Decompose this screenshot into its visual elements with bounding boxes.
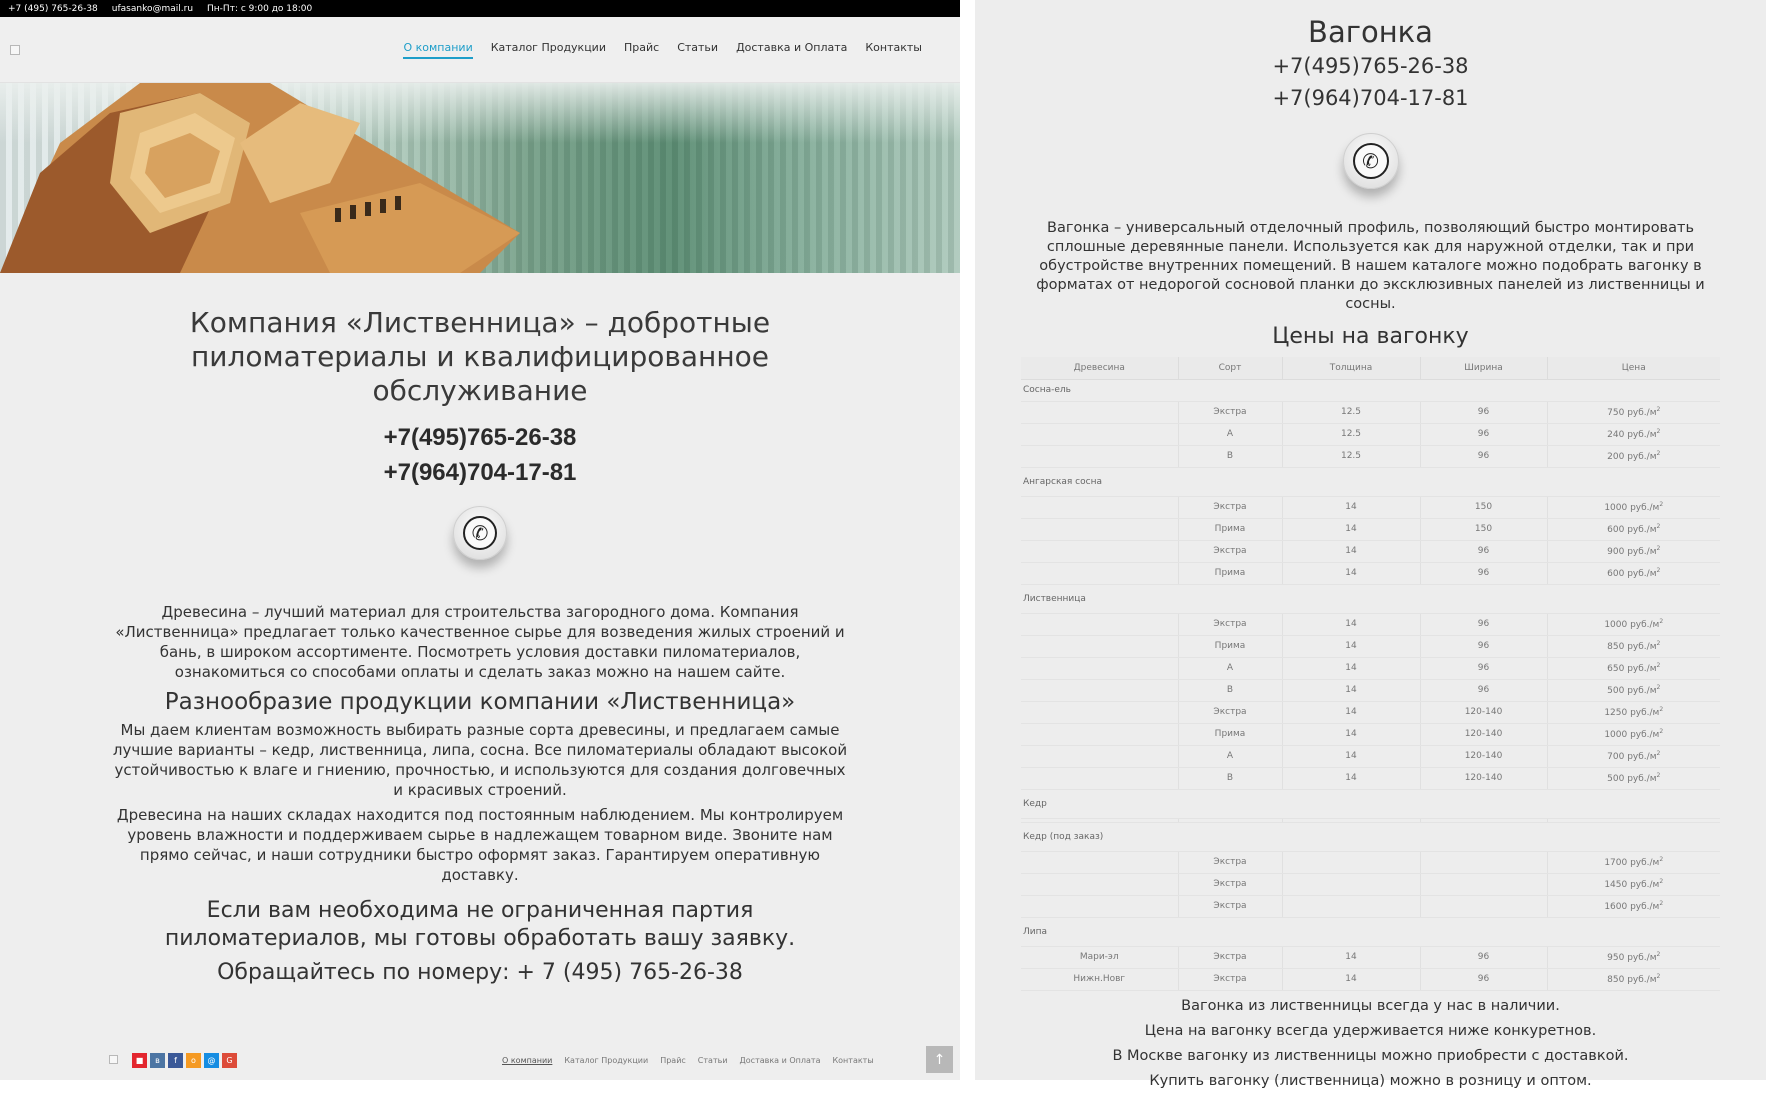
price-group-row bbox=[1021, 822, 1720, 851]
price-row bbox=[1021, 968, 1720, 990]
price-cell: 1600 $руб./м^2$ bbox=[1547, 895, 1720, 917]
intro-paragraph: Древесина – лучший материал для строительства загородного дома. Компания «Лиственница» предлагает только качественное сырье для возведения жилых строений и бань, в широком ассортименте. Посмотреть условия доставки пиломатериалов, ознакомиться со способами оплаты и сделать заказ можно на нашем сайте. bbox=[115, 603, 845, 681]
top-info-bar bbox=[0, 0, 960, 17]
price-group-name: Ангарская сосна bbox=[1021, 467, 1720, 496]
price-cell bbox=[1021, 635, 1178, 657]
price-cell: 14 bbox=[1282, 701, 1420, 723]
price-cell: 1250 $руб./м^2$ bbox=[1547, 701, 1720, 723]
price-cell: Экстра bbox=[1178, 851, 1282, 873]
price-cell: 14 bbox=[1282, 767, 1420, 789]
price-cell: Экстра bbox=[1178, 401, 1282, 423]
footer-link-articles[interactable]: Статьи bbox=[697, 1056, 728, 1065]
price-cell: Прима bbox=[1178, 518, 1282, 540]
price-cell: Экстра bbox=[1178, 946, 1282, 968]
price-cell: 14 bbox=[1282, 723, 1420, 745]
price-cell: 96 bbox=[1420, 613, 1547, 635]
facebook-icon[interactable]: f bbox=[168, 1053, 183, 1068]
bookmark-icon[interactable]: ■ bbox=[132, 1053, 147, 1068]
vagonka-phone-2[interactable]: +7(964)704-17-81 bbox=[1272, 86, 1469, 110]
col-header-price: Цена bbox=[1547, 357, 1720, 379]
price-cell bbox=[1021, 518, 1178, 540]
price-row bbox=[1021, 445, 1720, 467]
price-cell: 240 $руб./м^2$ bbox=[1547, 423, 1720, 445]
note-line: В Москве вагонку из лиственницы можно приобрести с доставкой. bbox=[1112, 1047, 1629, 1064]
price-cell: Экстра bbox=[1178, 701, 1282, 723]
price-cell: 150 bbox=[1420, 518, 1547, 540]
price-row bbox=[1021, 851, 1720, 873]
bulk-order-heading: Если вам необходима не ограниченная партия пиломатериалов, мы готовы обработать вашу заявку. bbox=[164, 898, 796, 951]
price-cell: 14 bbox=[1282, 968, 1420, 990]
price-cell: 96 bbox=[1420, 401, 1547, 423]
price-cell: 96 bbox=[1420, 635, 1547, 657]
price-cell bbox=[1021, 851, 1178, 873]
price-cell: 700 $руб./м^2$ bbox=[1547, 745, 1720, 767]
price-cell: 14 bbox=[1282, 518, 1420, 540]
main-content bbox=[0, 306, 960, 987]
price-cell: 14 bbox=[1282, 679, 1420, 701]
note-line: Вагонка из лиственницы всегда у нас в наличии. bbox=[1181, 997, 1560, 1014]
price-cell: 14 bbox=[1282, 657, 1420, 679]
price-cell: 12.5 bbox=[1282, 423, 1420, 445]
price-cell: А bbox=[1178, 745, 1282, 767]
odnoklassniki-icon[interactable]: о bbox=[186, 1053, 201, 1068]
price-cell: 850 $руб./м^2$ bbox=[1547, 635, 1720, 657]
price-row bbox=[1021, 613, 1720, 635]
price-cell: 650 $руб./м^2$ bbox=[1547, 657, 1720, 679]
footer-link-about[interactable]: О компании bbox=[502, 1056, 553, 1065]
price-row bbox=[1021, 518, 1720, 540]
price-group-row bbox=[1021, 584, 1720, 613]
price-cell: 14 bbox=[1282, 613, 1420, 635]
price-cell bbox=[1021, 562, 1178, 584]
products-heading: Разнообразие продукции компании «Лиственница» bbox=[164, 689, 796, 715]
storage-paragraph: Древесина на наших складах находится под постоянным наблюдением. Мы контролируем уровень влажности и поддерживаем сырье в надлежащем товарном виде. Звоните нам прямо сейчас, и наши сотрудники быстро оформят заказ. Гарантируем оперативную доставку. bbox=[116, 806, 844, 884]
footer bbox=[0, 1040, 960, 1080]
contact-heading: Обращайтесь по номеру: + 7 (495) 765-26-38 bbox=[217, 960, 743, 985]
price-cell: 900 $руб./м^2$ bbox=[1547, 540, 1720, 562]
price-cell: Нижн.Новг bbox=[1021, 968, 1178, 990]
header-nav bbox=[0, 17, 960, 83]
price-group-name: Кедр (под заказ) bbox=[1021, 822, 1720, 851]
price-row bbox=[1021, 423, 1720, 445]
col-header-width: Ширина bbox=[1420, 357, 1547, 379]
price-cell: 14 bbox=[1282, 946, 1420, 968]
topbar-email[interactable]: ufasanko@mail.ru bbox=[111, 3, 194, 14]
price-group-row bbox=[1021, 917, 1720, 946]
phone-icon: ✆ bbox=[463, 516, 497, 550]
price-cell bbox=[1282, 873, 1420, 895]
price-cell: 12.5 bbox=[1282, 401, 1420, 423]
vagonka-call-button[interactable] bbox=[1343, 133, 1399, 189]
price-group-row bbox=[1021, 467, 1720, 496]
vagonka-description: Вагонка – универсальный отделочный профиль, позволяющий быстро монтировать сплошные деревянные панели. Используется как для наружной отделки, так и при обустройстве внутренних помещений. В нашем каталоге можно подобрать вагонку в форматах от недорогой сосновой планки до эксклюзивных панелей из лиственницы и сосны. bbox=[1036, 220, 1705, 312]
price-cell bbox=[1021, 613, 1178, 635]
price-cell bbox=[1021, 496, 1178, 518]
price-cell bbox=[1282, 895, 1420, 917]
price-group-name: Липа bbox=[1021, 917, 1720, 946]
price-cell: Экстра bbox=[1178, 895, 1282, 917]
col-header-thickness: Толщина bbox=[1282, 357, 1420, 379]
price-cell bbox=[1021, 895, 1178, 917]
price-row bbox=[1021, 767, 1720, 789]
vagonka-title: Вагонка bbox=[1308, 15, 1433, 49]
footer-link-price[interactable]: Прайс bbox=[660, 1056, 686, 1065]
price-cell: Мари-эл bbox=[1021, 946, 1178, 968]
vagonka-phone-numbers bbox=[975, 50, 1766, 114]
price-row bbox=[1021, 745, 1720, 767]
price-cell: Прима bbox=[1178, 562, 1282, 584]
price-row bbox=[1021, 895, 1720, 917]
price-group-name: Кедр bbox=[1021, 789, 1720, 818]
price-cell: 96 bbox=[1420, 657, 1547, 679]
menu-item-catalog[interactable]: Каталог Продукции bbox=[490, 40, 606, 54]
vagonka-page bbox=[975, 0, 1766, 1089]
footer-logo[interactable] bbox=[109, 1055, 118, 1064]
price-cell bbox=[1021, 445, 1178, 467]
price-row bbox=[1021, 657, 1720, 679]
price-cell: Экстра bbox=[1178, 613, 1282, 635]
price-cell bbox=[1021, 423, 1178, 445]
price-cell: 150 bbox=[1420, 496, 1547, 518]
price-cell: В bbox=[1178, 679, 1282, 701]
price-cell bbox=[1021, 873, 1178, 895]
price-row bbox=[1021, 401, 1720, 423]
price-cell: 14 bbox=[1282, 496, 1420, 518]
price-row bbox=[1021, 873, 1720, 895]
scroll-to-top-button[interactable] bbox=[926, 1046, 953, 1073]
price-cell: 950 $руб./м^2$ bbox=[1547, 946, 1720, 968]
price-group-row bbox=[1021, 789, 1720, 818]
price-row bbox=[1021, 679, 1720, 701]
price-cell bbox=[1282, 851, 1420, 873]
footer-menu bbox=[502, 1056, 874, 1065]
menu-item-about[interactable]: О компании bbox=[403, 41, 472, 59]
price-row bbox=[1021, 562, 1720, 584]
price-group-row bbox=[1021, 379, 1720, 401]
price-row bbox=[1021, 496, 1720, 518]
menu-item-price[interactable]: Прайс bbox=[623, 40, 660, 54]
price-cell: 200 $руб./м^2$ bbox=[1547, 445, 1720, 467]
price-cell: 1000 $руб./м^2$ bbox=[1547, 723, 1720, 745]
price-cell: 96 bbox=[1420, 679, 1547, 701]
col-header-grade: Сорт bbox=[1178, 357, 1282, 379]
price-cell: 96 bbox=[1420, 562, 1547, 584]
products-paragraph: Мы даем клиентам возможность выбирать разные сорта древесины, и предлагаем самые лучшие варианты – кедр, лиственница, липа, сосна. Все пиломатериалы обладают высокой устойчивостью к влаге и гниению, прочностью, и используются для создания долговечных и красивых строений. bbox=[112, 721, 848, 799]
price-cell bbox=[1420, 895, 1547, 917]
price-row bbox=[1021, 540, 1720, 562]
price-cell: Экстра bbox=[1178, 968, 1282, 990]
price-cell bbox=[1420, 873, 1547, 895]
vk-icon[interactable]: в bbox=[150, 1053, 165, 1068]
price-cell bbox=[1021, 745, 1178, 767]
hero-banner-image bbox=[0, 83, 960, 273]
price-cell: 1000 $руб./м^2$ bbox=[1547, 496, 1720, 518]
price-cell bbox=[1021, 701, 1178, 723]
topbar-hours: Пн-Пт: с 9:00 до 18:00 bbox=[207, 3, 313, 14]
price-cell bbox=[1021, 401, 1178, 423]
price-cell: 120-140 bbox=[1420, 767, 1547, 789]
googleplus-icon[interactable]: G bbox=[222, 1053, 237, 1068]
price-cell: Экстра bbox=[1178, 873, 1282, 895]
price-row bbox=[1021, 723, 1720, 745]
note-line: Цена на вагонку всегда удерживается ниже конкуретнов. bbox=[1144, 1022, 1597, 1039]
price-cell bbox=[1021, 767, 1178, 789]
price-cell: 14 bbox=[1282, 562, 1420, 584]
price-cell: Прима bbox=[1178, 635, 1282, 657]
price-cell: 1700 $руб./м^2$ bbox=[1547, 851, 1720, 873]
vagonka-notes bbox=[975, 994, 1766, 1094]
price-cell: 96 bbox=[1420, 423, 1547, 445]
price-cell: 14 bbox=[1282, 635, 1420, 657]
price-row bbox=[1021, 701, 1720, 723]
price-cell: 14 bbox=[1282, 540, 1420, 562]
footer-link-delivery[interactable]: Доставка и Оплата bbox=[739, 1056, 821, 1065]
price-cell: 500 $руб./м^2$ bbox=[1547, 767, 1720, 789]
price-cell: В bbox=[1178, 445, 1282, 467]
price-cell: 1000 $руб./м^2$ bbox=[1547, 613, 1720, 635]
price-cell: 850 $руб./м^2$ bbox=[1547, 968, 1720, 990]
main-menu bbox=[403, 41, 922, 59]
topbar-phone[interactable]: +7 (495) 765-26-38 bbox=[8, 3, 98, 14]
price-cell: 120-140 bbox=[1420, 701, 1547, 723]
price-cell: 750 $руб./м^2$ bbox=[1547, 401, 1720, 423]
price-cell: Экстра bbox=[1178, 496, 1282, 518]
price-cell: 96 bbox=[1420, 968, 1547, 990]
col-header-wood: Древесина bbox=[1021, 357, 1178, 379]
price-row bbox=[1021, 946, 1720, 968]
phone-icon: ✆ bbox=[1353, 143, 1389, 179]
vagonka-phone-1[interactable]: +7(495)765-26-38 bbox=[1272, 54, 1469, 78]
price-cell: 600 $руб./м^2$ bbox=[1547, 562, 1720, 584]
price-cell: 14 bbox=[1282, 745, 1420, 767]
price-cell bbox=[1021, 679, 1178, 701]
phone-number-1[interactable]: +7(495)765-26-38 bbox=[383, 424, 577, 451]
page-title: Компания «Лиственница» – добротные пиломатериалы и квалифицированное обслуживание bbox=[189, 306, 771, 407]
price-cell: 96 bbox=[1420, 946, 1547, 968]
price-cell: Прима bbox=[1178, 723, 1282, 745]
menu-item-contacts[interactable]: Контакты bbox=[865, 40, 922, 54]
price-cell: 600 $руб./м^2$ bbox=[1547, 518, 1720, 540]
footer-link-catalog[interactable]: Каталог Продукции bbox=[564, 1056, 649, 1065]
price-cell: 96 bbox=[1420, 540, 1547, 562]
timber-logs-illustration bbox=[0, 83, 520, 273]
price-cell: Экстра bbox=[1178, 540, 1282, 562]
price-group-name: Сосна-ель bbox=[1021, 379, 1720, 401]
price-cell bbox=[1021, 723, 1178, 745]
price-cell: 120-140 bbox=[1420, 723, 1547, 745]
note-line: Купить вагонку (лиственница) можно в розницу и оптом. bbox=[1149, 1072, 1592, 1089]
arrow-up-icon: ↑ bbox=[933, 1051, 946, 1068]
phone-numbers bbox=[0, 420, 960, 490]
price-cell: А bbox=[1178, 657, 1282, 679]
site-logo[interactable] bbox=[10, 45, 20, 55]
price-cell: 12.5 bbox=[1282, 445, 1420, 467]
phone-number-2[interactable]: +7(964)704-17-81 bbox=[383, 459, 577, 486]
footer-link-contacts[interactable]: Контакты bbox=[832, 1056, 874, 1065]
menu-item-articles[interactable]: Статьи bbox=[677, 40, 719, 54]
prices-heading: Цены на вагонку bbox=[1272, 324, 1469, 349]
price-cell bbox=[1420, 851, 1547, 873]
price-row bbox=[1021, 635, 1720, 657]
price-cell: В bbox=[1178, 767, 1282, 789]
price-cell bbox=[1021, 540, 1178, 562]
price-cell: 120-140 bbox=[1420, 745, 1547, 767]
price-cell: 96 bbox=[1420, 445, 1547, 467]
price-table-body bbox=[1021, 379, 1720, 990]
price-cell: 1450 $руб./м^2$ bbox=[1547, 873, 1720, 895]
price-group-name: Лиственница bbox=[1021, 584, 1720, 613]
menu-item-delivery[interactable]: Доставка и Оплата bbox=[736, 40, 848, 54]
price-cell: 500 $руб./м^2$ bbox=[1547, 679, 1720, 701]
price-cell: А bbox=[1178, 423, 1282, 445]
price-cell bbox=[1021, 657, 1178, 679]
call-button[interactable] bbox=[453, 506, 507, 560]
price-table-header bbox=[1021, 357, 1720, 379]
price-table bbox=[1021, 357, 1720, 991]
social-share-buttons bbox=[132, 1053, 237, 1068]
mailru-icon[interactable]: @ bbox=[204, 1053, 219, 1068]
